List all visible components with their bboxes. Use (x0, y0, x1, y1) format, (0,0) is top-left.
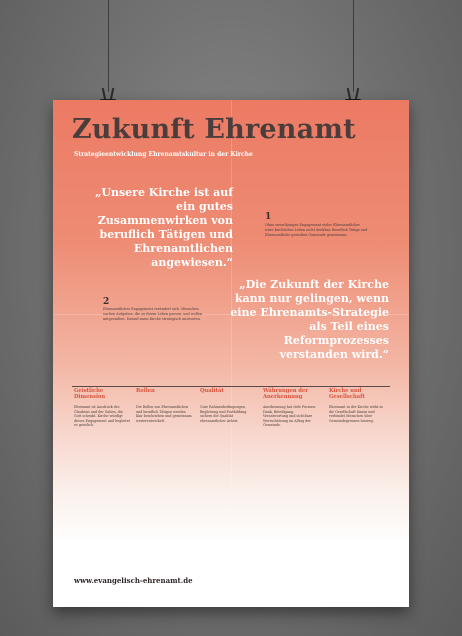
column-heading: Geistliche Dimension (74, 388, 106, 401)
column-body: Gute Rahmenbedingungen, Begleitung und Fortbildung sichern die Qualität ehrenamtlicher Arbeit. (200, 405, 247, 423)
website-url: www.evangelisch-ehrenamt.de (74, 576, 193, 585)
column-divider (72, 386, 390, 387)
column-body: Ehrenamt in der Kirche wirkt in die Gesellschaft hinein und verbindet Menschen über Gemeindegrenzen hinweg. (329, 405, 383, 423)
column-heading: Qualität (200, 388, 224, 394)
column-body: Die Rollen von Ehrenamtlichen und beruflich Tätigen werden klar beschrieben und gemeinsam weiterentwickelt. (136, 405, 192, 423)
poster (53, 100, 409, 607)
column-body: Ehrenamt ist Ausdruck des Glaubens und der Gaben, die Gott schenkt. Kirche würdigt dieses Engagement und begleitet es geistlich. (74, 405, 130, 428)
poster-title: Zukunft Ehrenamt (72, 114, 356, 145)
poster-subtitle: Strategieentwicklung Ehrenamtskultur in der Kirche (74, 151, 253, 158)
body-text-2: Ehrenamtliches Engagement verändert sich. Menschen suchen Aufgaben, die zu ihrem Leben passen, und wollen mitgestalten. Darauf muss Kirche strategisch antworten. (103, 307, 203, 321)
section-number-1: 1 (265, 212, 272, 222)
column-body: Anerkennung hat viele Formen: Dank, Beteiligung, Verantwortung und sichtbare Wertschätzung im Alltag der Gemeinde. (263, 405, 316, 428)
body-text-1: Ohne zuverlässiges Engagement vieler Ehrenamtlicher wäre kirchliches Leben nicht denkbar. Beruflich Tätige und Ehrenamtliche gestalten Gemeinde gemeinsam. (265, 223, 368, 237)
quote-1: „Unsere Kirche ist auf ein gutes Zusammenwirken von beruflich Tätigen und Ehrenamtlichen angewiesen.“ (95, 186, 233, 269)
hanging-wire-left (108, 0, 109, 92)
section-number-2: 2 (103, 297, 110, 307)
column-heading: Währungen der Anerkennung (263, 388, 308, 401)
quote-2: „Die Zukunft der Kirche kann nur gelingen, wenn eine Ehrenamts-Strategie als Teil eines Reformprozesses verstanden wird.“ (230, 278, 389, 361)
column-heading: Rollen (136, 388, 155, 394)
column-heading: Kirche und Gesellschaft (329, 388, 365, 401)
hanging-wire-right (353, 0, 354, 92)
